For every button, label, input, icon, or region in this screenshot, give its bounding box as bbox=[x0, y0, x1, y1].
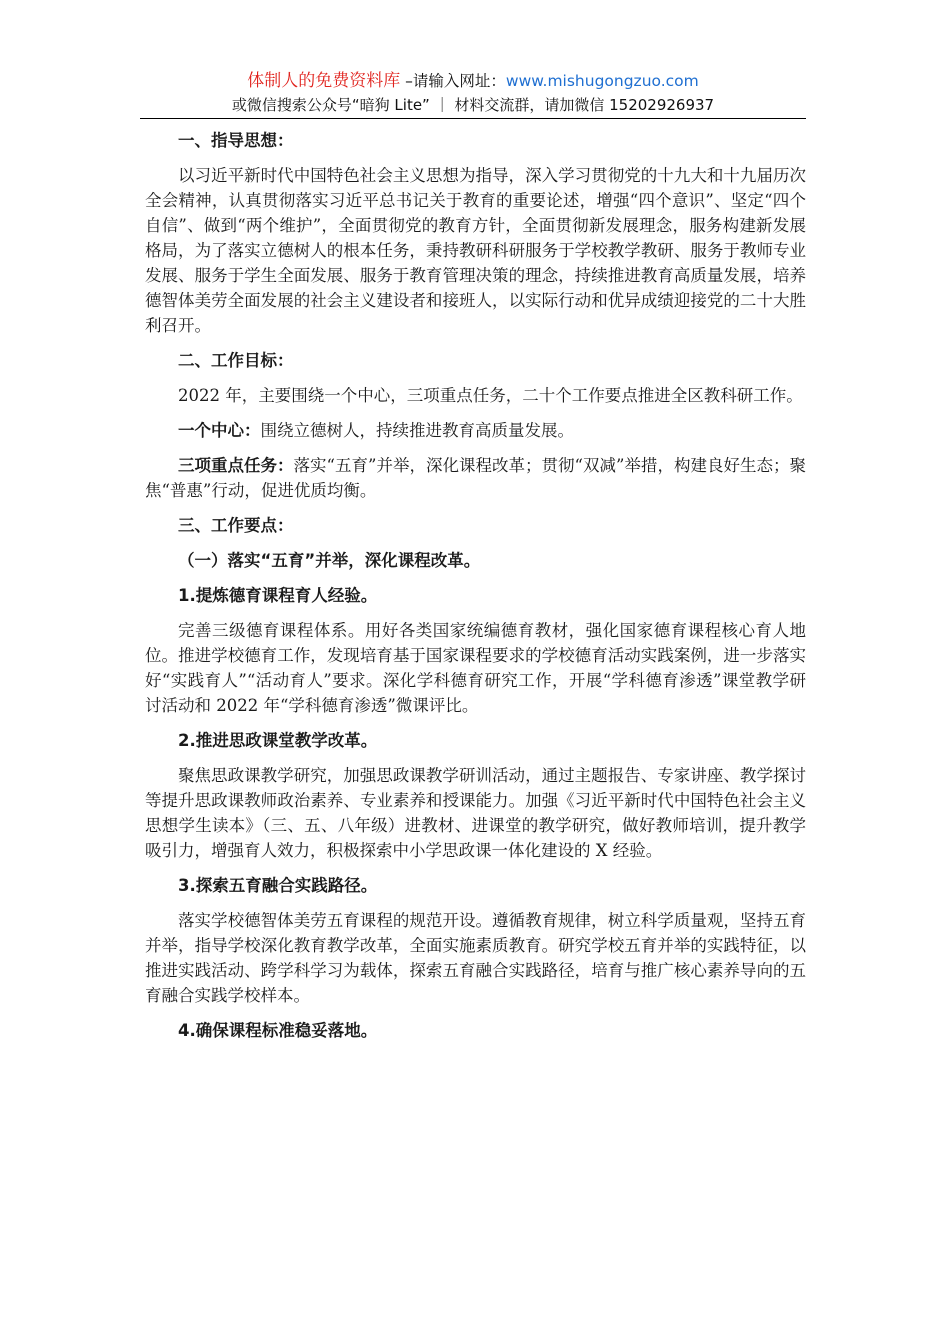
paragraph-one-center bbox=[145, 418, 806, 443]
document-body bbox=[145, 123, 806, 1053]
page-header bbox=[140, 68, 806, 116]
item-heading-1: 1.提炼德育课程育人经验。 bbox=[178, 586, 378, 605]
header-contact-line: 或微信搜索公众号“暗狗 Lite” ｜ 材料交流群，请加微信 15202926937 bbox=[231, 96, 715, 114]
item-heading-2: 2.推进思政课堂教学改革。 bbox=[178, 731, 378, 750]
one-center-label: 一个中心： bbox=[178, 421, 261, 440]
paragraph-three-tasks bbox=[145, 453, 806, 503]
item-heading-3: 3.探索五育融合实践路径。 bbox=[178, 876, 378, 895]
url-prompt: –请输入网址： bbox=[400, 72, 506, 90]
section-heading-guiding-thought: 一、指导思想： bbox=[178, 131, 294, 150]
header-divider bbox=[140, 118, 806, 119]
section-heading-work-points: 三、工作要点： bbox=[178, 516, 294, 535]
item-paragraph-2: 聚焦思政课教学研究，加强思政课教学研训活动，通过主题报告、专家讲座、教学探讨等提升思政课教师政治素养、专业素养和授课能力。加强《习近平新时代中国特色社会主义思想学生读本》（三、五、八年级）进教材、进课堂的教学研究，做好教师培训，提升教学吸引力，增强育人效力，积极探索中小学思政课一体化建设的 X 经验。 bbox=[145, 766, 806, 860]
item-paragraph-3: 落实学校德智体美劳五育课程的规范开设。遵循教育规律，树立科学质量观，坚持五育并举，指导学校深化教育教学改革，全面实施素质教育。研究学校五育并举的实践特征，以推进实践活动、跨学科学习为载体，探索五育融合实践路径，培育与推广核心素养导向的五育融合实践学校样本。 bbox=[145, 911, 806, 1005]
one-center-text: 围绕立德树人，持续推进教育高质量发展。 bbox=[260, 421, 574, 440]
item-heading-4: 4.确保课程标准稳妥落地。 bbox=[178, 1021, 378, 1040]
paragraph-guiding-thought: 以习近平新时代中国特色社会主义思想为指导，深入学习贯彻党的十九大和十九届历次全会精神，认真贯彻落实习近平总书记关于教育的重要论述，增强“四个意识”、坚定“四个自信”、做到“两个维护”，全面贯彻党的教育方针，全面贯彻新发展理念，服务构建新发展格局，为了落实立德树人的根本任务，秉持教研科研服务于学校教学教研、服务于教师专业发展、服务于学生全面发展、服务于教育管理决策的理念，持续推进教育高质量发展，培养德智体美劳全面发展的社会主义建设者和接班人，以实际行动和优异成绩迎接党的二十大胜利召开。 bbox=[145, 166, 806, 335]
section-heading-work-goals: 二、工作目标： bbox=[178, 351, 294, 370]
three-tasks-text: 落实“五育”并举，深化课程改革；贯彻“双减”举措，构建良好生态；聚焦“普惠”行动，促进优质均衡。 bbox=[145, 456, 806, 500]
site-name: 体制人的免费资料库 bbox=[247, 71, 401, 91]
item-paragraph-1: 完善三级德育课程体系。用好各类国家统编德育教材，强化国家德育课程核心育人地位。推进学校德育工作，发现培育基于国家课程要求的学校德育活动实践案例，进一步落实好“实践育人”“活动育人”要求。深化学科德育研究工作，开展“学科德育渗透”课堂教学研讨活动和 2022 年“学科德育渗透”微课评比。 bbox=[145, 621, 806, 715]
header-banner bbox=[140, 68, 806, 94]
paragraph-work-goals: 2022 年，主要围绕一个中心，三项重点任务，二十个工作要点推进全区教科研工作。 bbox=[178, 386, 803, 405]
subsection-heading-five-education: （一）落实“五育”并举，深化课程改革。 bbox=[178, 551, 481, 570]
site-url-link[interactable]: www.mishugongzuo.com bbox=[505, 72, 699, 90]
three-tasks-label: 三项重点任务： bbox=[178, 456, 294, 475]
